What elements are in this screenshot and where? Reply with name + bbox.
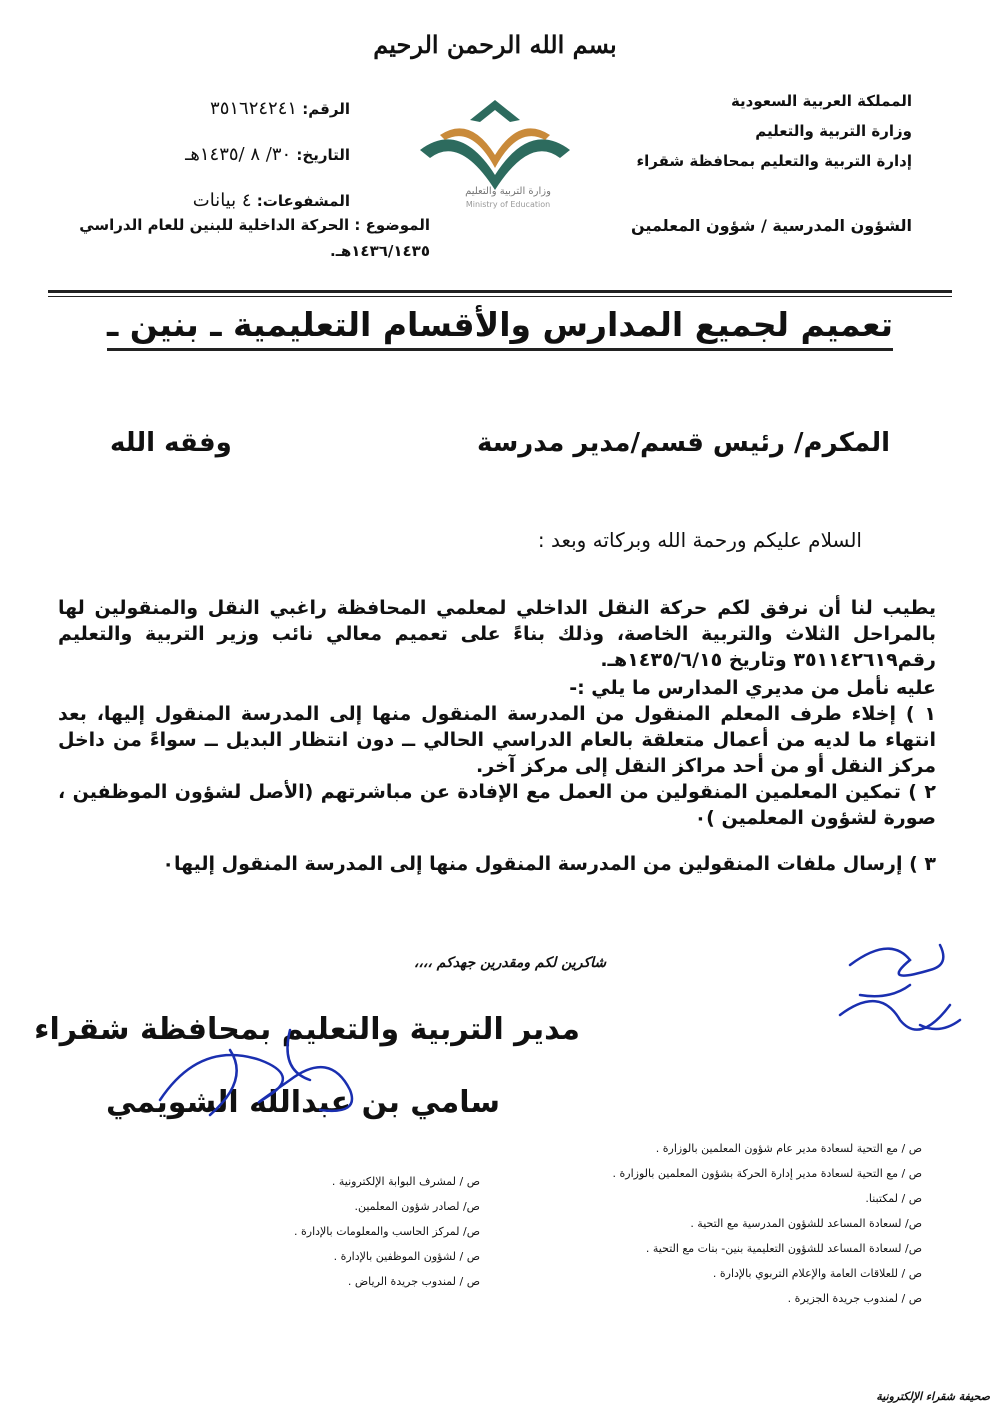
cc-item: ص / لمندوب جريدة الجزيرة . [787,1292,922,1305]
cc-item: ص / مع التحية لسعادة مدير عام شؤون المعلمين بالوزارة . [655,1142,922,1155]
circular-title-text: تعميم لجميع المدارس والأقسام التعليمية ـ بنين ـ [107,305,893,351]
cc-item: ص/ لسعادة المساعد للشؤون التعليمية بنين- بنات مع التحية . [645,1242,922,1255]
list-item: ٢ ) تمكين المعلمين المنقولين من العمل مع الإفادة عن مباشرتهم (الأصل لشؤون الموظفين ، صورة لشؤون المعلمين )٠ [58,781,936,829]
country-name: المملكة العربية السعودية [730,92,912,110]
directorate-name: إدارة التربية والتعليم بمحافظة شقراء [636,152,912,170]
thanks-line: شاكرين لكم ومقدرين جهدكم ،،،، [413,955,607,971]
cc-item: ص / للعلاقات العامة والإعلام التربوي بالإدارة . [712,1267,922,1280]
department-name: الشؤون المدرسية / شؤون المعلمين [631,216,912,235]
attachments-label: المشفوعات: [256,192,350,210]
logo-arabic-text: وزارة التربية والتعليم [465,186,551,197]
greeting-line: السلام عليكم ورحمة الله وبركاته وبعد : [537,528,862,552]
letter-body [58,595,936,877]
cc-item: ص / لمشرف البوابة الإلكترونية . [331,1175,480,1188]
cc-list-left [150,1169,480,1294]
reference-number-row [90,86,350,132]
header-divider-thick [48,290,952,293]
lead-paragraph: عليه نأمل من مديري المدارس ما يلي :- [569,677,936,699]
cc-list-right [452,1136,922,1311]
list-item: ١ ) إخلاء طرف المعلم المنقول من المدرسة المنقول منها إلى المدرسة المنقول إليها، بعد انتهاء ما لديه من أعمال متعلقة بالعام الدراسي الحالي ــ دون انتظار البديل ــ سواءً من داخل مركز النقل أو من أحد مراكز النقل إلى مركز آخر. [58,703,936,777]
date-value: ٣٠/ ٨ /١٤٣٥هـ [185,144,292,165]
header-divider-thin [48,296,952,297]
cc-item: ص / لمكتبنا. [865,1192,922,1205]
recipient-line: المكرم/ رئيس قسم/مدير مدرسة [476,428,890,458]
letterhead-right [572,86,912,176]
cc-item: ص / لمندوب جريدة الرياض . [347,1275,480,1288]
bismillah-calligraphy: بسم الله الرحمن الرحيم [373,30,617,59]
date-label: التاريخ: [296,146,350,164]
ministry-name: وزارة التربية والتعليم [755,122,912,140]
subject-line: الموضوع : الحركة الداخلية للبنين للعام الدراسي ١٤٣٦/١٤٣٥هـ. [79,216,430,260]
date-row [90,132,350,178]
cc-item: ص/ لصادر شؤون المعلمين. [354,1200,480,1213]
footer-watermark: صحيفة شقراء الإلكترونية [876,1390,990,1403]
reference-number-value: ٣٥١٦٢٤٢٤١ [210,98,298,119]
signer-name: سامي بن عبدالله الشويمي [106,1085,500,1120]
logo-english-text: Ministry of Education [465,200,551,209]
list-item: ٣ ) إرسال ملفات المنقولين من المدرسة المنقول منها إلى المدرسة المنقول إليها٠ [162,853,936,875]
cc-item: ص/ لسعادة المساعد للشؤون المدرسية مع التحية . [690,1217,922,1230]
signature-scribble [140,1020,390,1130]
initials-scribble [820,925,970,1055]
circular-title [100,305,900,344]
letterhead-left [90,86,350,224]
reference-number-label: الرقم: [302,100,350,118]
cc-item: ص / لشؤون الموظفين بالإدارة . [333,1250,480,1263]
signer-title: مدير التربية والتعليم بمحافظة شقراء [34,1012,580,1047]
blessing-line: وفقه الله [110,428,232,458]
attachments-value: ٤ بيانات [192,190,252,211]
cc-item: ص/ لمركز الحاسب والمعلومات بالإدارة . [294,1225,480,1238]
cc-item: ص / مع التحية لسعادة مدير إدارة الحركة بشؤون المعلمين بالوزارة . [612,1167,922,1180]
intro-paragraph: يطيب لنا أن نرفق لكم حركة النقل الداخلي لمعلمي المحافظة راغبي النقل والمنقولين لها بالمراحل الثلاث والتربية الخاصة، وذلك بناءً على تعميم معالي نائب وزير التربية والتعليم رقم٣٥١١٤٢٦١٩ وتاريخ ١٤٣٥/٦/١٥هـ. [58,597,936,671]
